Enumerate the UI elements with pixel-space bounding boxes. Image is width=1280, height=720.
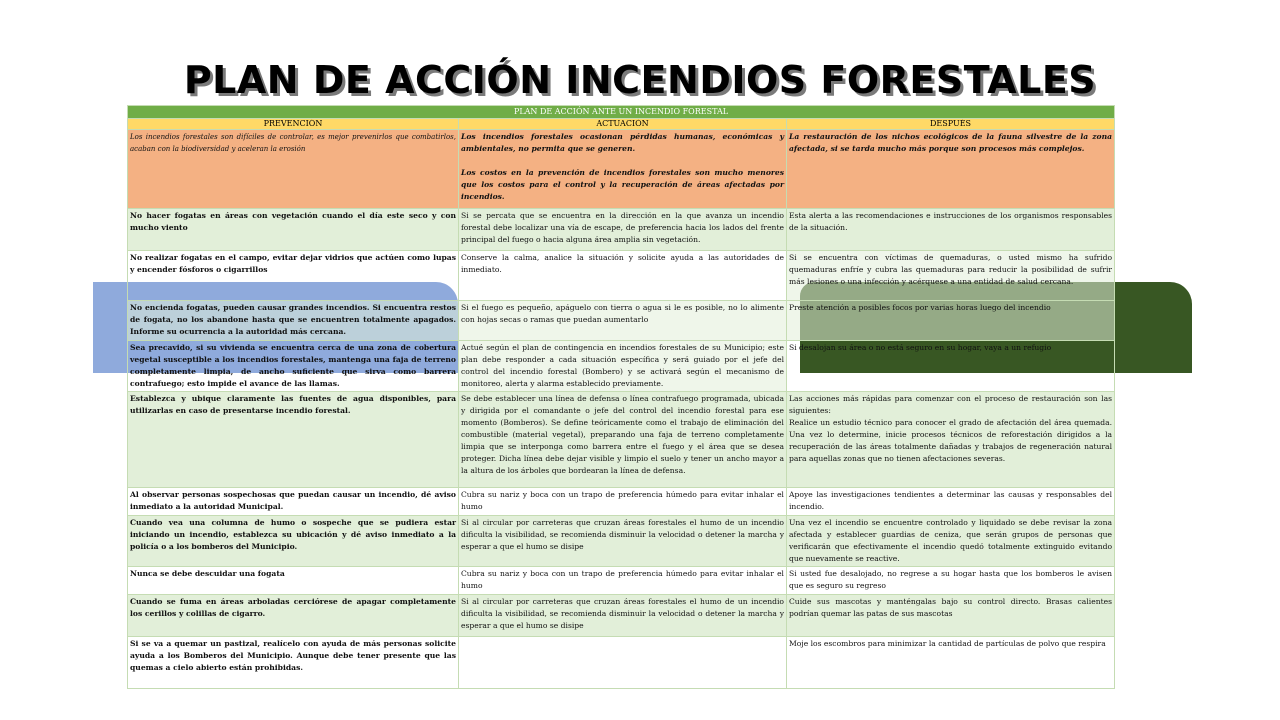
cell-despues: Si desalojan su área o no está seguro en su hogar, vaya a un refugio <box>787 341 1115 392</box>
cell-actuacion: Actué según el plan de contingencia en incendios forestales de su Municipio; este plan debe responder a cada situación específica y será guiado por el jefe del control del incendio forestal (Bombero) y se activará según el mecanismo de monitoreo, alerta y alarma establecido previamente. <box>459 341 787 392</box>
cell-actuacion: Si se percata que se encuentra en la dirección en la que avanza un incendio forestal debe localizar una vía de escape, de preferencia hacia los lados del frente principal del fuego o hacia alguna área amplia sin vegetación. <box>459 209 787 251</box>
table-row <box>128 595 1115 637</box>
cell-prevencion: Cuando vea una columna de humo o sospeche que se pudiera estar iniciando un incendio, establezca su ubicación y dé aviso inmediato a la policía o a los bomberos del Municipio. <box>128 516 459 567</box>
cell-actuacion: Si al circular por carreteras que cruzan áreas forestales el humo de un incendio dificulta la visibilidad, se recomienda disminuir la velocidad o detener la marcha y esperar a que el humo se disipe <box>459 595 787 637</box>
table-row <box>128 301 1115 341</box>
cell-despues: Preste atención a posibles focos por varias horas luego del incendio <box>787 301 1115 341</box>
cell-despues-detail: Realice un estudio técnico para conocer el grado de afectación del área quemada. Una vez lo determine, inicie procesos técnicos de reforestación dirigidos a la recuperación de las áreas totalmente dañadas y trabajos de regeneración natural para aquellas zonas que no tienen afectaciones severas. <box>789 418 1113 463</box>
table-header: PLAN DE ACCIÓN ANTE UN INCENDIO FORESTAL <box>128 106 1115 119</box>
cell-despues: Una vez el incendio se encuentre controlado y liquidado se debe revisar la zona afectada y establecer guardias de ceniza, que serán grupos de personas que verificarán que efectivamente el incendio quedó totalmente extinguido evitando que nuevamente se reactive. <box>787 516 1115 567</box>
intro-prevencion: Los incendios forestales son difíciles de controlar, es mejor prevenirlos que combatirlos, acaban con la biodiversidad y aceleran la erosión <box>128 130 459 209</box>
cell-actuacion: Conserve la calma, analice la situación y solicite ayuda a las autoridades de inmediato. <box>459 251 787 301</box>
cell-despues: Apoye las investigaciones tendientes a determinar las causas y responsables del incendio. <box>787 488 1115 516</box>
intro-despues: La restauración de los nichos ecológicos de la fauna silvestre de la zona afectada, si se tarda mucho más porque son procesos más complejos. <box>787 130 1115 209</box>
table-row <box>128 341 1115 392</box>
column-header-row <box>128 119 1115 130</box>
page-title: PLAN DE ACCIÓN INCENDIOS FORESTALES <box>183 58 1097 102</box>
table-row <box>128 392 1115 488</box>
cell-despues-intro: Las acciones más rápidas para comenzar con el proceso de restauración son las siguientes: <box>789 394 1113 415</box>
table-row <box>128 637 1115 689</box>
cell-actuacion: Si el fuego es pequeño, apáguelo con tierra o agua si le es posible, no lo alimente con hojas secas o ramas que puedan aumentarlo <box>459 301 787 341</box>
intro-actuacion-text-1: Los incendios forestales ocasionan pérdidas humanas, económicas y ambientales, no permita que se generen. <box>461 132 784 153</box>
cell-actuacion: Cubra su nariz y boca con un trapo de preferencia húmedo para evitar inhalar el humo <box>459 567 787 595</box>
cell-prevencion: Sea precavido, si su vivienda se encuentra cerca de una zona de cobertura vegetal susceptible a los incendios forestales, mantenga una faja de terreno completamente limpia, de ancho suficiente que sirva como barrera contrafuego; esto impide el avance de las llamas. <box>128 341 459 392</box>
cell-prevencion: Cuando se fuma en áreas arboladas cerciórese de apagar completamente los cerillos y colillas de cigarro. <box>128 595 459 637</box>
table-row <box>128 209 1115 251</box>
cell-prevencion: No realizar fogatas en el campo, evitar dejar vidrios que actúen como lupas y encender fósforos o cigarrillos <box>128 251 459 301</box>
cell-prevencion: Nunca se debe descuidar una fogata <box>128 567 459 595</box>
cell-despues: Esta alerta a las recomendaciones e instrucciones de los organismos responsables de la situación. <box>787 209 1115 251</box>
column-header-actuacion: ACTUACIÓN <box>459 119 787 130</box>
table-row <box>128 516 1115 567</box>
cell-prevencion: Si se va a quemar un pastizal, realícelo con ayuda de más personas solicite ayuda a los Bomberos del Municipio. Aunque debe tener presente que las quemas a cielo abierto están prohibidas. <box>128 637 459 689</box>
table-row <box>128 567 1115 595</box>
table-row <box>128 488 1115 516</box>
cell-actuacion <box>459 637 787 689</box>
intro-actuacion-text-2: Los costos en la prevención de incendios forestales son mucho menores que los costos para el control y la recuperación de áreas afectadas por incendios. <box>461 168 784 201</box>
intro-row <box>128 130 1115 209</box>
cell-actuacion: Cubra su nariz y boca con un trapo de preferencia húmedo para evitar inhalar el humo <box>459 488 787 516</box>
table-row <box>128 251 1115 301</box>
cell-prevencion: No hacer fogatas en áreas con vegetación cuando el día este seco y con mucho viento <box>128 209 459 251</box>
intro-actuacion <box>459 130 787 209</box>
column-header-despues: DESPUÉS <box>787 119 1115 130</box>
column-header-prevencion: PREVENCIÓN <box>128 119 459 130</box>
cell-despues: Si usted fue desalojado, no regrese a su hogar hasta que los bomberos le avisen que es seguro su regreso <box>787 567 1115 595</box>
cell-despues: Si se encuentra con víctimas de quemaduras, o usted mismo ha sufrido quemaduras enfríe y cubra las quemaduras para reducir la posibilidad de sufrir más lesiones o una infección y acérquese a una entidad de salud cercana. <box>787 251 1115 301</box>
cell-actuacion: Si al circular por carreteras que cruzan áreas forestales el humo de un incendio dificulta la visibilidad, se recomienda disminuir la velocidad o detener la marcha y esperar a que el humo se disipe <box>459 516 787 567</box>
cell-prevencion: No encienda fogatas, pueden causar grandes incendios. Si encuentra restos de fogata, no los abandone hasta que se encuentren totalmente apagados. Informe su ocurrencia a la autoridad más cercana. <box>128 301 459 341</box>
cell-despues <box>787 392 1115 488</box>
cell-despues: Moje los escombros para minimizar la cantidad de partículas de polvo que respira <box>787 637 1115 689</box>
cell-despues: Cuide sus mascotas y manténgalas bajo su control directo. Brasas calientes podrían quemar las patas de sus mascotas <box>787 595 1115 637</box>
action-plan-table <box>127 105 1115 689</box>
cell-prevencion: Al observar personas sospechosas que puedan causar un incendio, dé aviso inmediato a la autoridad Municipal. <box>128 488 459 516</box>
cell-prevencion: Establezca y ubique claramente las fuentes de agua disponibles, para utilizarlas en caso de presentarse incendio forestal. <box>128 392 459 488</box>
cell-actuacion: Se debe establecer una línea de defensa o línea contrafuego programada, ubicada y dirigida por el comandante o jefe del control del incendio forestal para ese momento (Bomberos). Se define teóricamente como el trabajo de eliminación del combustible (material vegetal), preparando una faja de terreno completamente limpia que se interponga como barrera entre el fuego y el área que se desea proteger. Dicha línea debe dejar visible y limpio el suelo y tener un ancho mayor a la altura de los árboles que bordearan la línea de defensa. <box>459 392 787 488</box>
